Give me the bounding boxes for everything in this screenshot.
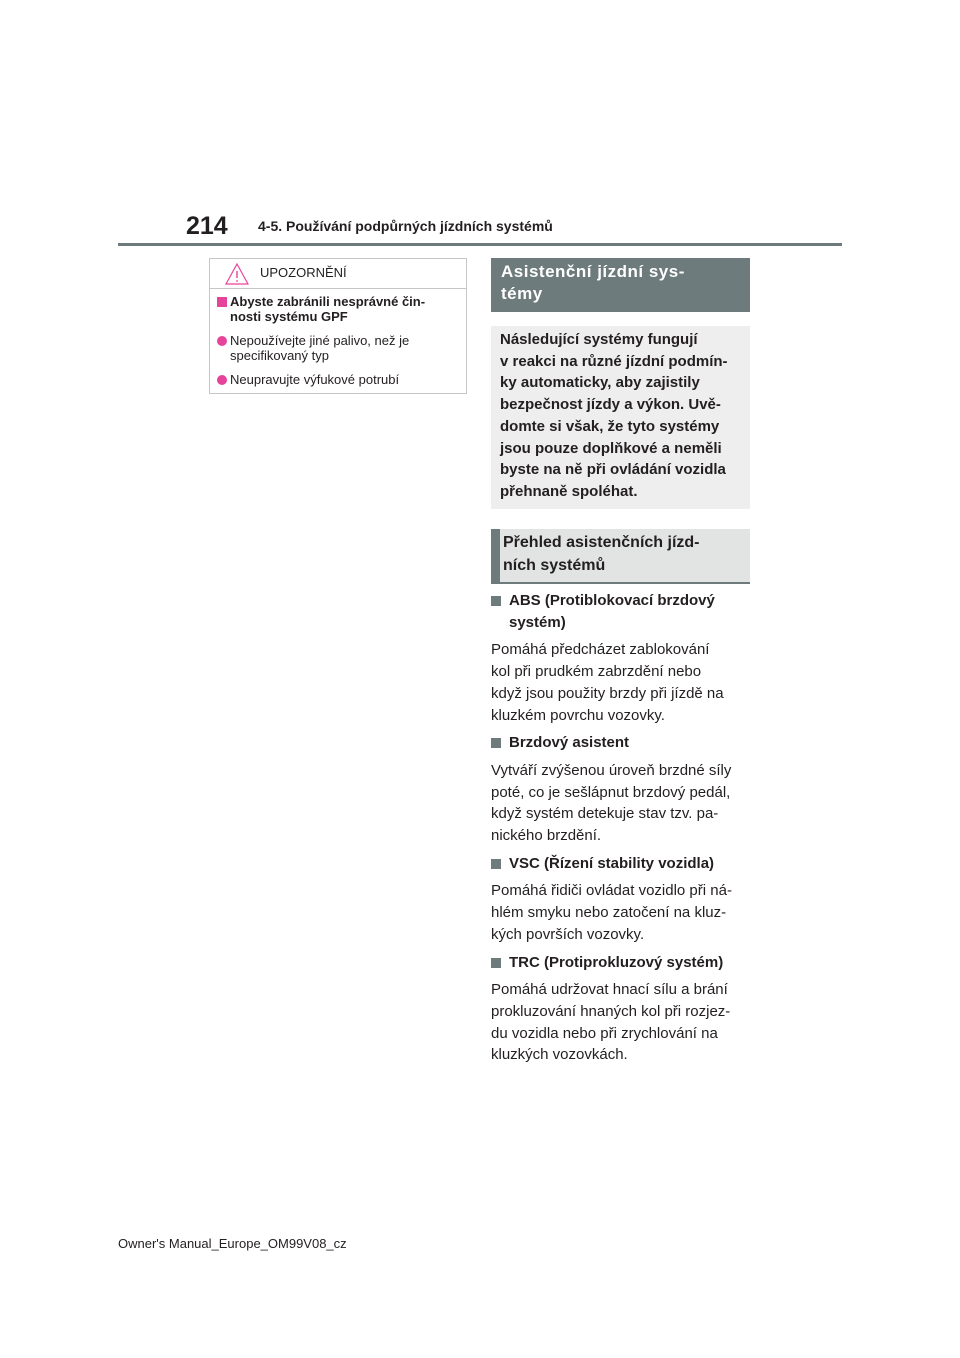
caution-box — [209, 258, 467, 394]
caution-item-text: Neupravujte výfukové potrubí — [230, 372, 400, 387]
systems-list — [491, 590, 753, 1072]
caution-item-text: Nepoužívejte jiné palivo, než je specifikovaný typ — [230, 333, 410, 363]
system-item — [491, 952, 753, 1067]
system-item — [491, 590, 753, 726]
system-description: Vytváří zvýšenou úroveň brzdné síly poté, co je sešlápnut brzdový pedál, když systém detekuje stav tzv. pa- nického brzdění. — [491, 761, 732, 845]
system-title — [491, 590, 753, 633]
header-divider — [118, 243, 842, 246]
system-description: Pomáhá udržovat hnací sílu a brání prokluzování hnaných kol při rozjez- du vozidla nebo při zrychlování na kluzkých vozovkách. — [491, 981, 731, 1064]
system-title-text: Brzdový asistent — [509, 734, 630, 752]
caution-item — [217, 294, 458, 324]
page-number: 214 — [186, 212, 228, 240]
system-title — [491, 853, 753, 875]
intro-paragraph: Následující systémy fungují v reakci na různé jízdní podmín- ky automaticky, aby zajistily bezpečnost jízdy a výkon. Uvě- domte si však, že tyto systémy jsou pouze doplňkové a neměli byste na ně při ovládání vozidla přehnaně spoléhat. — [491, 326, 750, 509]
main-heading: Asistenční jízdní sys- témy — [491, 258, 750, 312]
section-title: 4-5. Používání podpůrných jízdních systémů — [258, 218, 553, 234]
system-title — [491, 952, 753, 974]
caution-item — [217, 372, 458, 387]
caution-item — [217, 333, 458, 363]
caution-item-text: Abyste zabránili nesprávné čin- nosti systému GPF — [230, 294, 426, 324]
system-title-text: TRC (Protiprokluzový systém) — [509, 953, 724, 971]
square-bullet-icon — [491, 596, 501, 606]
caution-header — [210, 259, 466, 289]
system-description: Pomáhá řidiči ovládat vozidlo při ná- hlém smyku nebo zatočení na kluz- kých površích vozovky. — [491, 882, 732, 943]
warning-triangle-icon — [225, 263, 249, 285]
system-item — [491, 853, 753, 946]
caution-body — [210, 289, 466, 387]
system-title — [491, 732, 753, 754]
square-bullet-icon — [491, 958, 501, 968]
square-bullet-icon — [491, 738, 501, 748]
sub-heading: Přehled asistenčních jízd- ních systémů — [491, 529, 750, 584]
round-bullet-icon — [217, 375, 227, 385]
system-title-text: VSC (Řízení stability vozidla) — [509, 854, 715, 872]
square-bullet-icon — [217, 297, 227, 307]
footer-text: Owner's Manual_Europe_OM99V08_cz — [118, 1236, 347, 1251]
square-bullet-icon — [491, 859, 501, 869]
caution-title: UPOZORNĚNÍ — [260, 265, 347, 280]
system-title-text: ABS (Protiblokovací brzdový systém) — [509, 592, 715, 631]
round-bullet-icon — [217, 336, 227, 346]
system-item — [491, 732, 753, 847]
system-description: Pomáhá předcházet zablokování kol při prudkém zabrzdění nebo když jsou použity brzdy při jízdě na kluzkém povrchu vozovky. — [491, 641, 724, 724]
